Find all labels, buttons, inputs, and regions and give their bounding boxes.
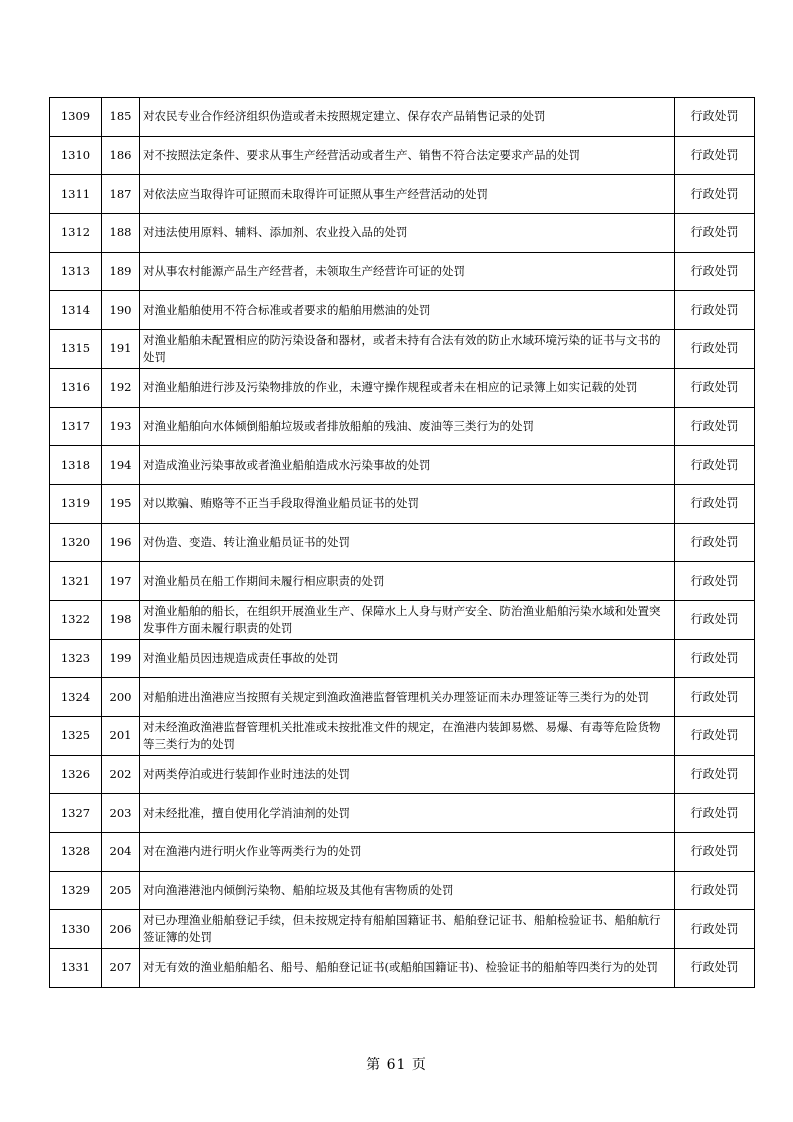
table-row (50, 833, 755, 872)
row-serial-number: 1315 (50, 330, 102, 369)
row-item-number: 203 (102, 794, 140, 833)
row-item-type: 行政处罚 (675, 871, 755, 910)
row-item-number: 205 (102, 871, 140, 910)
table-row (50, 523, 755, 562)
row-item-name: 对向渔港港池内倾倒污染物、船舶垃圾及其他有害物质的处罚 (140, 871, 675, 910)
row-item-type: 行政处罚 (675, 678, 755, 717)
table-row (50, 98, 755, 137)
row-item-type: 行政处罚 (675, 175, 755, 214)
table-row (50, 252, 755, 291)
row-item-name: 对从事农村能源产品生产经营者，未领取生产经营许可证的处罚 (140, 252, 675, 291)
items-table (49, 97, 755, 988)
row-item-name: 对违法使用原料、辅料、添加剂、农业投入品的处罚 (140, 214, 675, 253)
row-item-name: 对未经批准，擅自使用化学消油剂的处罚 (140, 794, 675, 833)
row-item-type: 行政处罚 (675, 252, 755, 291)
row-item-number: 189 (102, 252, 140, 291)
row-serial-number: 1312 (50, 214, 102, 253)
row-serial-number: 1314 (50, 291, 102, 330)
row-item-type: 行政处罚 (675, 214, 755, 253)
row-item-type: 行政处罚 (675, 330, 755, 369)
row-item-name: 对渔业船员在船工作期间未履行相应职责的处罚 (140, 562, 675, 601)
table-row (50, 484, 755, 523)
row-serial-number: 1318 (50, 446, 102, 485)
row-item-type: 行政处罚 (675, 407, 755, 446)
row-item-type: 行政处罚 (675, 755, 755, 794)
row-item-type: 行政处罚 (675, 446, 755, 485)
row-item-name: 对两类停泊或进行装卸作业时违法的处罚 (140, 755, 675, 794)
row-item-type: 行政处罚 (675, 639, 755, 678)
table-row (50, 678, 755, 717)
row-item-name: 对依法应当取得许可证照而未取得许可证照从事生产经营活动的处罚 (140, 175, 675, 214)
table-row (50, 949, 755, 988)
row-item-name: 对渔业船员因违规造成责任事故的处罚 (140, 639, 675, 678)
table-row (50, 562, 755, 601)
row-item-number: 197 (102, 562, 140, 601)
row-item-number: 192 (102, 368, 140, 407)
table-row (50, 755, 755, 794)
row-item-number: 199 (102, 639, 140, 678)
row-item-name: 对农民专业合作经济组织伪造或者未按照规定建立、保存农产品销售记录的处罚 (140, 98, 675, 137)
row-item-number: 198 (102, 600, 140, 639)
table-row (50, 214, 755, 253)
row-item-name: 对渔业船舶使用不符合标准或者要求的船舶用燃油的处罚 (140, 291, 675, 330)
row-serial-number: 1311 (50, 175, 102, 214)
row-serial-number: 1328 (50, 833, 102, 872)
row-item-name: 对未经渔政渔港监督管理机关批准或未按批准文件的规定，在渔港内装卸易燃、易爆、有毒等危险货物等三类行为的处罚 (140, 717, 675, 756)
row-serial-number: 1316 (50, 368, 102, 407)
row-item-type: 行政处罚 (675, 562, 755, 601)
table-row (50, 330, 755, 369)
items-table-container (49, 97, 754, 988)
row-item-name: 对造成渔业污染事故或者渔业船舶造成水污染事故的处罚 (140, 446, 675, 485)
row-serial-number: 1310 (50, 136, 102, 175)
row-item-type: 行政处罚 (675, 368, 755, 407)
row-item-type: 行政处罚 (675, 98, 755, 137)
row-serial-number: 1322 (50, 600, 102, 639)
row-item-name: 对船舶进出渔港应当按照有关规定到渔政渔港监督管理机关办理签证而未办理签证等三类行为的处罚 (140, 678, 675, 717)
table-body (50, 98, 755, 988)
row-item-type: 行政处罚 (675, 794, 755, 833)
row-item-name: 对在渔港内进行明火作业等两类行为的处罚 (140, 833, 675, 872)
table-row (50, 871, 755, 910)
row-item-number: 188 (102, 214, 140, 253)
row-item-number: 187 (102, 175, 140, 214)
table-row (50, 639, 755, 678)
row-item-name: 对渔业船舶向水体倾倒船舶垃圾或者排放船舶的残油、废油等三类行为的处罚 (140, 407, 675, 446)
row-item-number: 202 (102, 755, 140, 794)
row-item-number: 185 (102, 98, 140, 137)
row-serial-number: 1323 (50, 639, 102, 678)
row-serial-number: 1313 (50, 252, 102, 291)
row-serial-number: 1319 (50, 484, 102, 523)
table-row (50, 368, 755, 407)
row-item-number: 191 (102, 330, 140, 369)
row-item-name: 对渔业船舶的船长，在组织开展渔业生产、保障水上人身与财产安全、防治渔业船舶污染水域和处置突发事件方面未履行职责的处罚 (140, 600, 675, 639)
row-serial-number: 1331 (50, 949, 102, 988)
row-item-number: 190 (102, 291, 140, 330)
table-row (50, 600, 755, 639)
table-row (50, 910, 755, 949)
table-row (50, 717, 755, 756)
row-item-type: 行政处罚 (675, 291, 755, 330)
table-row (50, 291, 755, 330)
row-item-name: 对无有效的渔业船舶船名、船号、船舶登记证书(或船舶国籍证书)、检验证书的船舶等四类行为的处罚 (140, 949, 675, 988)
row-item-type: 行政处罚 (675, 523, 755, 562)
row-item-type: 行政处罚 (675, 949, 755, 988)
table-row (50, 136, 755, 175)
row-item-number: 201 (102, 717, 140, 756)
row-item-name: 对渔业船舶进行涉及污染物排放的作业，未遵守操作规程或者未在相应的记录簿上如实记载的处罚 (140, 368, 675, 407)
row-item-number: 186 (102, 136, 140, 175)
row-serial-number: 1325 (50, 717, 102, 756)
table-row (50, 407, 755, 446)
table-row (50, 175, 755, 214)
row-item-name: 对不按照法定条件、要求从事生产经营活动或者生产、销售不符合法定要求产品的处罚 (140, 136, 675, 175)
row-item-name: 对渔业船舶未配置相应的防污染设备和器材，或者未持有合法有效的防止水域环境污染的证书与文书的处罚 (140, 330, 675, 369)
row-item-type: 行政处罚 (675, 910, 755, 949)
row-item-number: 193 (102, 407, 140, 446)
row-item-name: 对伪造、变造、转让渔业船员证书的处罚 (140, 523, 675, 562)
row-item-number: 206 (102, 910, 140, 949)
row-serial-number: 1320 (50, 523, 102, 562)
row-serial-number: 1321 (50, 562, 102, 601)
row-item-type: 行政处罚 (675, 600, 755, 639)
row-serial-number: 1309 (50, 98, 102, 137)
row-item-number: 200 (102, 678, 140, 717)
row-serial-number: 1327 (50, 794, 102, 833)
table-row (50, 446, 755, 485)
row-serial-number: 1329 (50, 871, 102, 910)
row-item-number: 196 (102, 523, 140, 562)
table-row (50, 794, 755, 833)
row-serial-number: 1317 (50, 407, 102, 446)
row-serial-number: 1330 (50, 910, 102, 949)
row-item-type: 行政处罚 (675, 484, 755, 523)
row-item-number: 204 (102, 833, 140, 872)
page-number: 第 61 页 (366, 1057, 427, 1073)
row-item-number: 194 (102, 446, 140, 485)
row-item-number: 195 (102, 484, 140, 523)
row-serial-number: 1324 (50, 678, 102, 717)
row-item-number: 207 (102, 949, 140, 988)
row-item-type: 行政处罚 (675, 717, 755, 756)
row-item-type: 行政处罚 (675, 136, 755, 175)
row-item-type: 行政处罚 (675, 833, 755, 872)
row-serial-number: 1326 (50, 755, 102, 794)
row-item-name: 对已办理渔业船舶登记手续，但未按规定持有船舶国籍证书、船舶登记证书、船舶检验证书、船舶航行签证簿的处罚 (140, 910, 675, 949)
row-item-name: 对以欺骗、贿赂等不正当手段取得渔业船员证书的处罚 (140, 484, 675, 523)
